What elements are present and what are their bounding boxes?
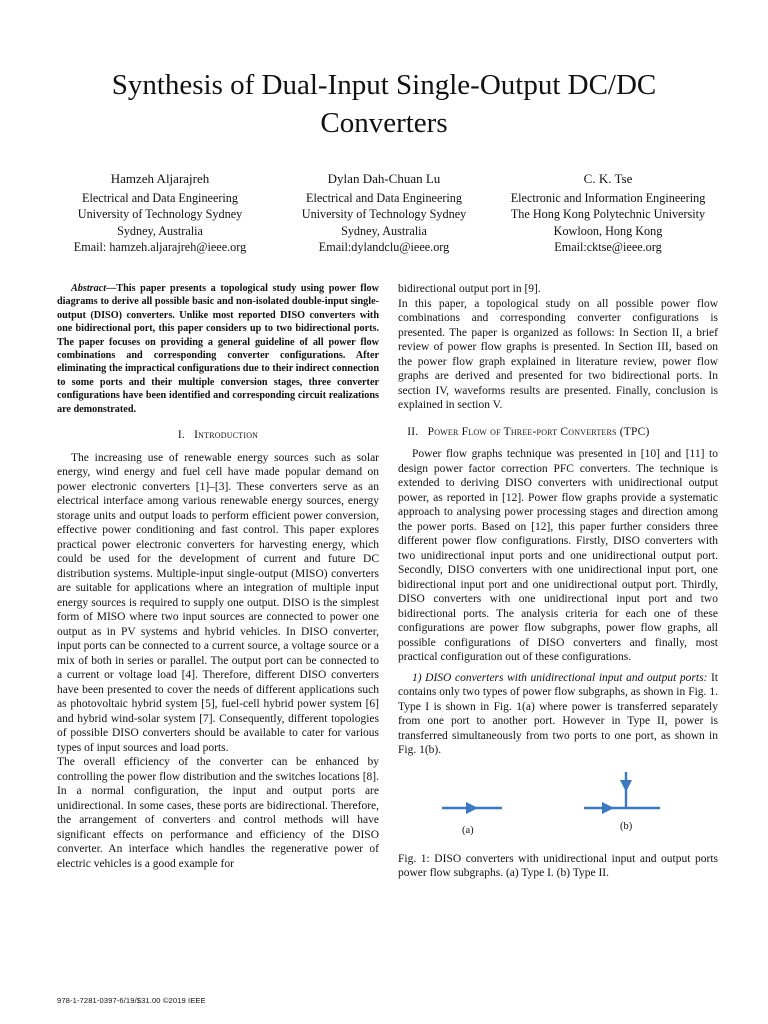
author-name: Hamzeh Aljarajreh [110, 171, 210, 186]
abstract-text: —This paper presents a topological study using power flow diagrams to derive all possible basic and non-isolated double-input single-output (DISO) converters. Unlike most reported DISO converters with one bidirectional port, this paper considers up to two bidirectional ports. The paper focuses on providing a general guideline of all power flow combinations and corresponding converter configurations. After eliminating the impractical configurations due to their indirect connection to some ports and their multiple conversion stages, three converter configurations have been identified and corresponding circuit realizations are demonstrated. [57, 283, 379, 415]
section-title: Power Flow of Three-port Converters (TPC) [427, 425, 650, 438]
author-dept: Electrical and Data Engineering [306, 190, 462, 205]
copyright-footer: 978-1-7281-0397-6/19/$31.00 ©2019 IEEE [57, 996, 206, 1005]
section-number: I. [177, 429, 185, 442]
section-2-heading [398, 425, 718, 440]
arrow-down-icon [620, 780, 632, 792]
author-2 [279, 171, 489, 256]
author-email: Email:cktse@ieee.org [554, 240, 662, 255]
arrow-right-icon [466, 802, 478, 814]
author-email: Email:dylandclu@ieee.org [318, 240, 450, 255]
author-block [55, 171, 713, 256]
label-b: (b) [620, 820, 633, 832]
intro-paragraph-2: The overall efficiency of the converter can be enhanced by controlling the power flow distribution and the switches locations [8]. In a normal configuration, the input and output ports are unidirectional. In some cases, these ports are bidirectional. Therefore, the arrangement of converters and control methods will have significant effects on performance and efficiency of the DISO converter. An interface which handles the regenerative power of electric vehicles is a good example for [57, 756, 379, 870]
author-location: Sydney, Australia [341, 223, 427, 238]
subsection-1 [398, 671, 718, 758]
section-number: II. [407, 425, 419, 438]
author-org: University of Technology Sydney [301, 207, 467, 222]
right-column [398, 282, 718, 881]
section-title: Introduction [194, 429, 259, 442]
author-org: The Hong Kong Polytechnic University [510, 207, 706, 222]
subgraph-type-2 [584, 772, 660, 814]
author-dept: Electrical and Data Engineering [82, 190, 238, 205]
author-3 [503, 171, 713, 256]
author-location: Sydney, Australia [117, 223, 203, 238]
intro-paragraph-1: The increasing use of renewable energy sources such as solar energy, wind energy and fuel cell have made popular demand on power electronic converters [1]–[3]. These converters serve as an electrical interface among various renewable energy sources, energy storage units and output loads to perform efficient power conversion, effective power conditioning and fast control. This paper explores practical power electronic converters for harvesting energy, which could be used for the development of current and future DC distribution systems. Multiple-input single-output (MISO) converters are suitable for applications where an integration of multiple input energy sources is required to supply one output. DISO is the simplest form of MISO where two input sources are connected to power one output as in PV systems and hybrid vehicles. In DISO converter, input ports can be connected to a current source, a voltage source or a mix of both in series or parallel. The output port can be connected to a current or voltage load [4]. Therefore, different DISO converters have been presented to cover the needs of different applications such as photovoltaic hybrid system [5], fuel-cell hybrid power system [6] and hybrid wind-solar system [7]. Consequently, different topologies of possible DISO converters should be available to cater for various types of input sources and load ports. [57, 451, 379, 754]
label-a: (a) [462, 824, 474, 836]
figure-1-graphic [398, 768, 718, 848]
section-2-paragraph: Power flow graphs technique was presented in [10] and [11] to design power factor correction PFC converters. The technique is extended to deriving DISO converters with unidirectional output power, as reported in [12]. Power flow graphs provide a systematic approach to analysing power processing stages and direction among the power ports. Based on [12], this paper further considers three different power flow configurations. Firstly, DISO converters with two unidirectional input ports and one unidirectional output port. Secondly, DISO converters with one unidirectional input port, one bidirectional input port and one unidirectional output port. Thirdly, DISO converters with one unidirectional input port and two bidirectional ports. The analysis criteria for each one of these configurations are power flow subgraphs, power flow graphs, all possible configurations of DISO converters and finally, most practical configuration out of these configurations. [398, 448, 718, 663]
subgraph-type-1 [442, 802, 502, 814]
subsection-text: It contains only two types of power flow subgraphs, as shown in Fig. 1. Type I is shown in Fig. 1(a) where power is transferred separately from one port to another port. However in Type II, power is transferred simultaneously from two ports to one port, as shown in Fig. 1(b). [398, 671, 718, 756]
continued-text: bidirectional output port in [9]. [398, 283, 541, 295]
author-name: Dylan Dah-Chuan Lu [327, 171, 441, 186]
author-name: C. K. Tse [583, 171, 633, 186]
left-column [57, 282, 379, 871]
author-org: University of Technology Sydney [77, 207, 243, 222]
arrow-right-icon [602, 802, 614, 814]
section-1-heading [57, 428, 379, 443]
study-paragraph: In this paper, a topological study on all possible power flow combinations and corresponding converter configurations is presented. The paper is organized as follows: In Section II, a brief review of power flow graphs is presented. In Section III, based on the power flow graph explained in literature review, power flow graphs are derived and presented for two bidirectional ports. In section IV, waveforms results are presented. Finally, conclusion is explained in section V. [398, 297, 718, 411]
author-dept: Electronic and Information Engineering [510, 190, 706, 205]
figure-caption: Fig. 1: DISO converters with unidirectional input and output ports power flow subgraphs. (a) Type I. (b) Type II. [398, 852, 718, 879]
abstract-label: Abstract [71, 283, 107, 294]
subsection-title: 1) DISO converters with unidirectional input and output ports: [412, 671, 708, 684]
figure-1 [398, 768, 718, 848]
paper-title: Synthesis of Dual-Input Single-Output DC/DC Converters [111, 69, 657, 139]
author-1 [55, 171, 265, 256]
abstract [57, 282, 379, 416]
author-location: Kowloon, Hong Kong [553, 223, 663, 238]
author-email: Email: hamzeh.aljarajreh@ieee.org [73, 240, 247, 255]
